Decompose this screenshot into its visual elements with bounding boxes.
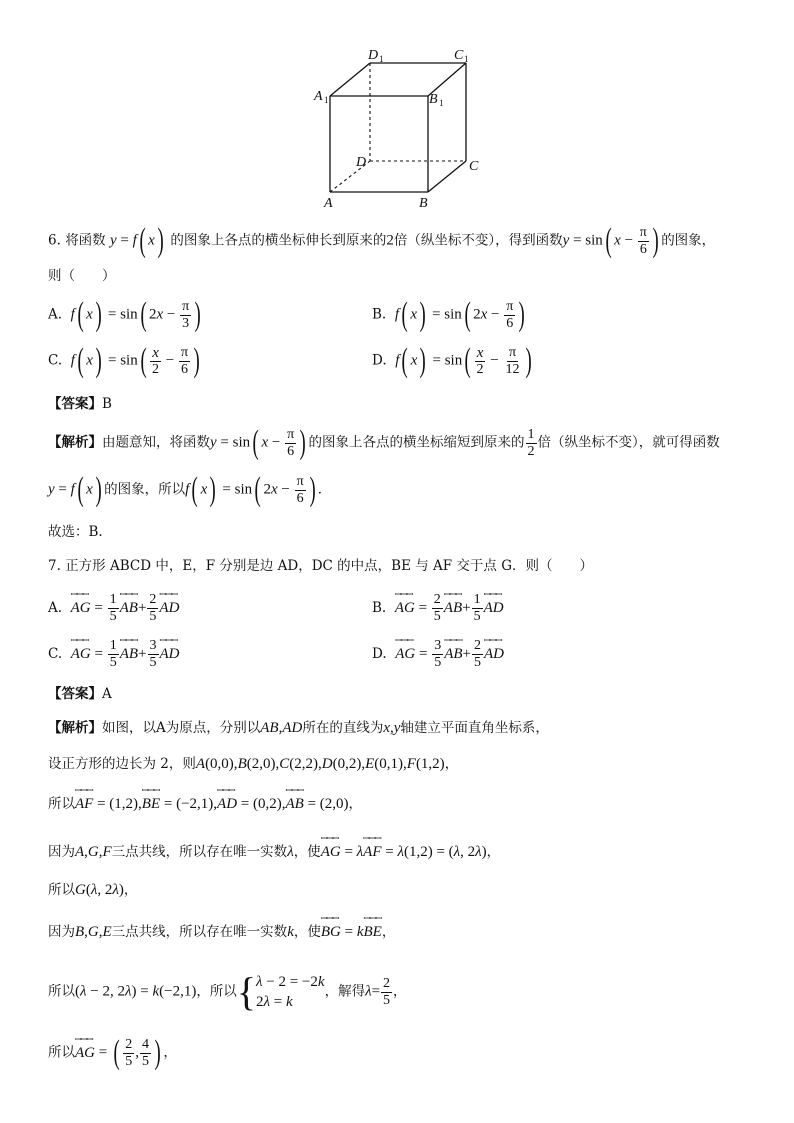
q7-analysis-line1: 【解析】如图，以A为原点，分别以AB,AD所在的直线为x,y轴建立平面直角坐标系，: [48, 720, 549, 736]
q7-option-c[interactable]: C. AG ꟷꟷꟷ = $\frac{1}{5}$ AB ꟷꟷꟷ + $\frac{3}{5}$ AD ꟷꟷꟷ: [48, 636, 180, 670]
q6-option-d[interactable]: D. f( x) = sin( $\frac{x}{2}$ − $\frac{\pi}{12}$ ): [372, 342, 532, 379]
vertex-label-d1: D: [368, 48, 379, 63]
q7-option-a[interactable]: A. AG ꟷꟷꟷ = $\frac{1}{5}$ AB ꟷꟷꟷ + $\frac{2}{5}$ AD ꟷꟷꟷ: [48, 590, 180, 624]
q6-analysis-line2: y = f( x) 的图象，所以f( x) = sin( 2x − $\frac{\pi}{6}$ ) .: [48, 471, 322, 508]
q6-choose: 故选：B.: [48, 524, 103, 540]
q7-analysis-line6: 因为B,G,E三点共线，所以存在唯一实数k，使BG ꟷꟷꟷ = kBE ꟷꟷꟷ ，: [48, 914, 396, 940]
vertex-label-c1: C: [454, 48, 464, 63]
q7-option-b[interactable]: B. AG ꟷꟷꟷ = $\frac{2}{5}$ AB ꟷꟷꟷ + $\frac{1}{5}$ AD ꟷꟷꟷ: [372, 590, 504, 624]
q6-then: 则（ ）: [48, 268, 116, 284]
vertex-label-b1: B: [429, 92, 438, 107]
q7-analysis-line3: 所以AF ꟷꟷꟷ = (1,2),BE ꟷꟷꟷ = (−2,1),AD ꟷꟷꟷ = (0,2),AB ꟷꟷꟷ = (2,0)，: [48, 786, 363, 812]
svg-text:1: 1: [439, 98, 444, 108]
cube-figure: [300, 48, 500, 210]
vertex-label-b: B: [419, 196, 428, 210]
svg-text:1: 1: [324, 95, 329, 105]
vertex-label-a: A: [324, 196, 333, 210]
q6-analysis-line1: 【解析】由题意知，将函数y = sin( x − $\frac{\pi}{6}$ ) 的图象上各点的横坐标缩短到原来的 $\frac{1}{2}$ 倍（纵坐标不变），就可得函数: [48, 424, 720, 461]
q7-option-d[interactable]: D. AG ꟷꟷꟷ = $\frac{3}{5}$ AB ꟷꟷꟷ + $\frac{2}{5}$ AD ꟷꟷꟷ: [372, 636, 504, 670]
svg-text:1: 1: [464, 54, 469, 64]
q7-analysis-line8: 所以AG ꟷꟷꟷ = ( $\frac{2}{5}$ , $\frac{4}{5}$ ) ，: [48, 1034, 177, 1071]
vertex-label-c: C: [469, 159, 479, 174]
q6-option-b[interactable]: B. f( x) = sin( 2x − $\frac{\pi}{6}$ ): [372, 296, 526, 333]
q6-option-a[interactable]: A. f( x) = sin( 2x − $\frac{\pi}{3}$ ): [48, 296, 201, 333]
q6-stem: 6. 将函数 y = f( x) 的图象上各点的横坐标伸长到原来的2倍（纵坐标不变），得到函数y = sin( x − $\frac{\pi}{6}$ ) 的图象，: [48, 222, 716, 259]
svg-text:1: 1: [379, 54, 384, 64]
vertex-label-d: D: [356, 155, 367, 170]
q6-answer: 【答案】B: [48, 396, 112, 412]
q7-analysis-line2: 设正方形的边长为 2，则A(0,0),B(2,0),C(2,2),D(0,2),E(0,1),F(1,2)，: [48, 756, 459, 772]
q7-answer: 【答案】A: [48, 686, 112, 702]
q7-analysis-line7: 所以(λ − 2, 2λ) = k(−2,1)，所以{ λ − 2 = −2k 2λ = k ，解得λ= $\frac{2}{5}$ ，: [48, 969, 407, 1014]
vertex-label-a1: A: [314, 89, 323, 104]
q7-analysis-line4: 因为A,G,F三点共线，所以存在唯一实数λ，使AG ꟷꟷꟷ = λAF ꟷꟷꟷ = λ(1,2) = (λ, 2λ)，: [48, 834, 501, 860]
q7-stem: 7. 正方形 ABCD 中，E，F 分别是边 AD，DC 的中点，BE 与 AF 交于点 G．则（ ）: [48, 558, 594, 574]
q7-analysis-line5: 所以G(λ, 2λ)，: [48, 882, 138, 898]
q6-option-c[interactable]: C. f( x) = sin( $\frac{x}{2}$ − $\frac{\pi}{6}$ ): [48, 342, 200, 379]
